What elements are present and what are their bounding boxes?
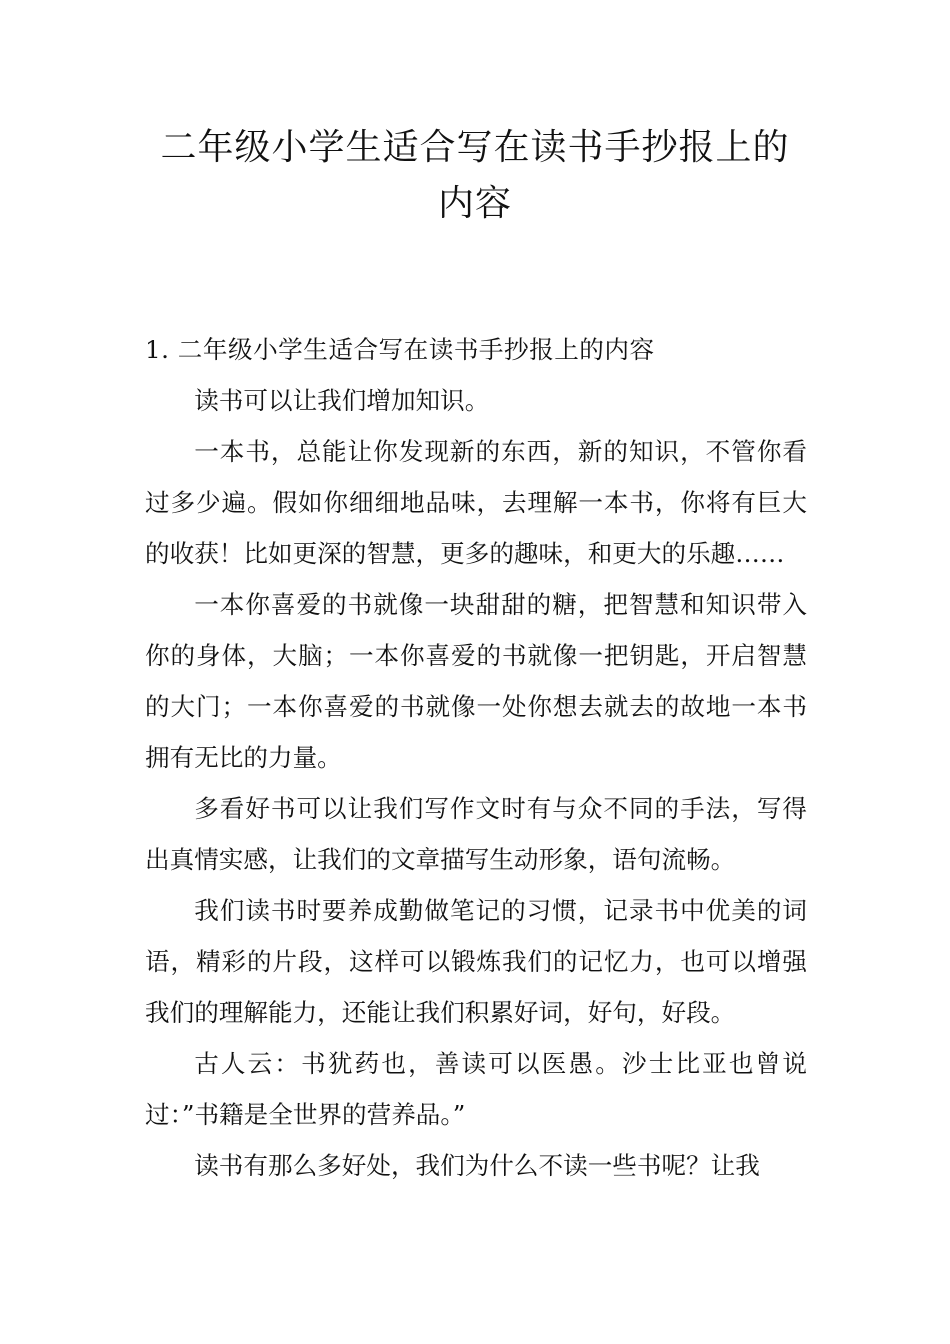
paragraph: 读书有那么多好处，我们为什么不读一些书呢？让我: [194, 1151, 760, 1180]
section-heading: 1. 二年级小学生适合写在读书手抄报上的内容: [145, 335, 655, 364]
paragraph: 古人云：书犹药也，善读可以医愚。沙士比亚也曾说过：”书籍是全世界的营养品。”: [145, 1049, 807, 1129]
paragraph: 读书可以让我们增加知识。: [194, 386, 490, 415]
document-body: [145, 324, 807, 1191]
paragraph: 多看好书可以让我们写作文时有与众不同的手法，写得出真情实感，让我们的文章描写生动形象，语句流畅。: [145, 794, 807, 874]
paragraph: 一本书，总能让你发现新的东西，新的知识，不管你看过多少遍。假如你细细地品味，去理解一本书，你将有巨大的收获！比如更深的智慧，更多的趣味，和更大的乐趣……: [145, 437, 807, 568]
paragraph: 一本你喜爱的书就像一块甜甜的糖，把智慧和知识带入你的身体，大脑；一本你喜爱的书就像一把钥匙，开启智慧的大门；一本你喜爱的书就像一处你想去就去的故地一本书拥有无比的力量。: [145, 590, 807, 772]
paragraph: 我们读书时要养成勤做笔记的习惯，记录书中优美的词语，精彩的片段，这样可以锻炼我们的记忆力，也可以增强我们的理解能力，还能让我们积累好词，好句，好段。: [145, 896, 807, 1027]
document-title: 二年级小学生适合写在读书手抄报上的内容: [160, 127, 790, 224]
